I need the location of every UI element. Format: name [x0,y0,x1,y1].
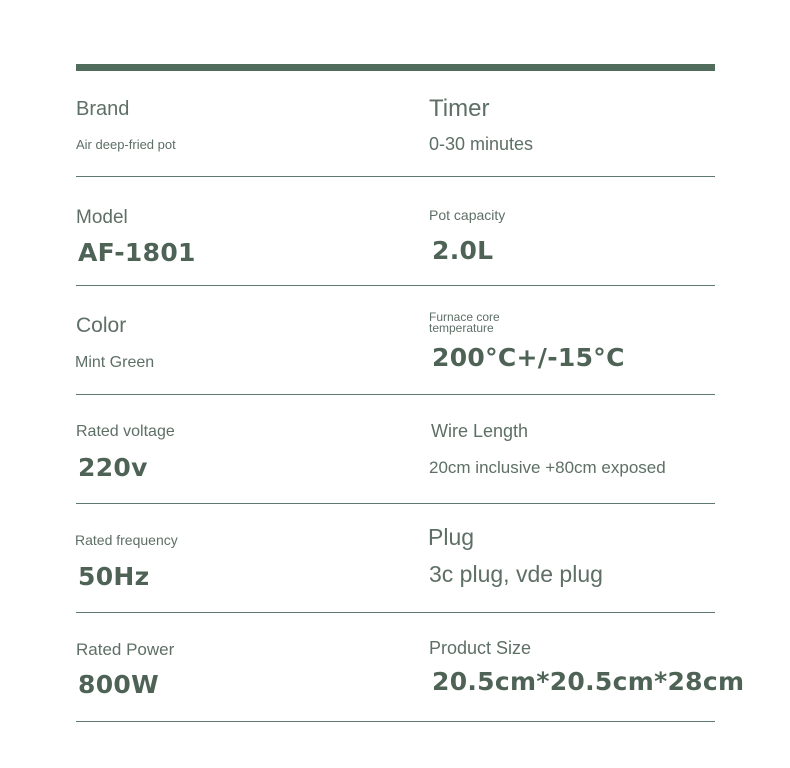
spec-cell-wire-length [429,395,749,503]
spec-cell-rated-voltage [76,395,396,503]
spec-value-product-size: 20.5cm*20.5cm*28cm [432,667,745,696]
spec-row-model-capacity [76,177,715,286]
spec-label-timer: Timer [429,95,490,122]
spec-label-rated-frequency: Rated frequency [75,532,178,548]
spec-value-rated-power: 800W [78,670,159,699]
spec-value-rated-frequency: 50Hz [78,562,150,591]
spec-value-pot-capacity: 2.0L [432,236,494,265]
spec-label-rated-voltage: Rated voltage [76,423,175,440]
spec-label-furnace-temperature: Furnace core temperature [429,310,500,335]
spec-value-brand: Air deep-fried pot [76,137,176,152]
spec-cell-rated-frequency [76,504,396,612]
spec-cell-plug [429,504,749,612]
spec-row-power-size [76,613,745,722]
spec-label-product-size: Product Size [429,638,532,658]
spec-label-pot-capacity: Pot capacity [429,207,506,223]
spec-cell-timer [429,68,749,176]
spec-row-frequency-plug [76,504,715,613]
spec-label-wire-length: Wire Length [431,421,529,441]
spec-value-timer: 0-30 minutes [429,134,534,154]
spec-cell-furnace-temperature [429,286,749,394]
spec-cell-pot-capacity [429,177,749,285]
spec-value-color: Mint Green [75,354,155,371]
spec-cell-product-size [429,613,749,721]
spec-label-plug: Plug [428,524,475,550]
spec-value-model: AF-1801 [78,238,196,267]
spec-row-brand-timer [76,68,715,177]
spec-cell-model [76,177,396,285]
spec-value-plug: 3c plug, vde plug [429,561,603,587]
spec-cell-rated-power [76,613,396,721]
spec-row-color-temperature [76,286,715,395]
spec-value-furnace-temperature: 200°C+/-15°C [432,343,625,372]
spec-row-voltage-wire [76,395,715,504]
spec-cell-brand [76,68,396,176]
spec-label-brand: Brand [76,98,130,120]
spec-value-rated-voltage: 220v [78,453,148,482]
spec-label-color: Color [76,314,127,337]
spec-label-model: Model [76,207,128,228]
spec-label-rated-power: Rated Power [76,640,175,659]
spec-cell-color [76,286,396,394]
spec-value-wire-length: 20cm inclusive +80cm exposed [429,458,666,477]
